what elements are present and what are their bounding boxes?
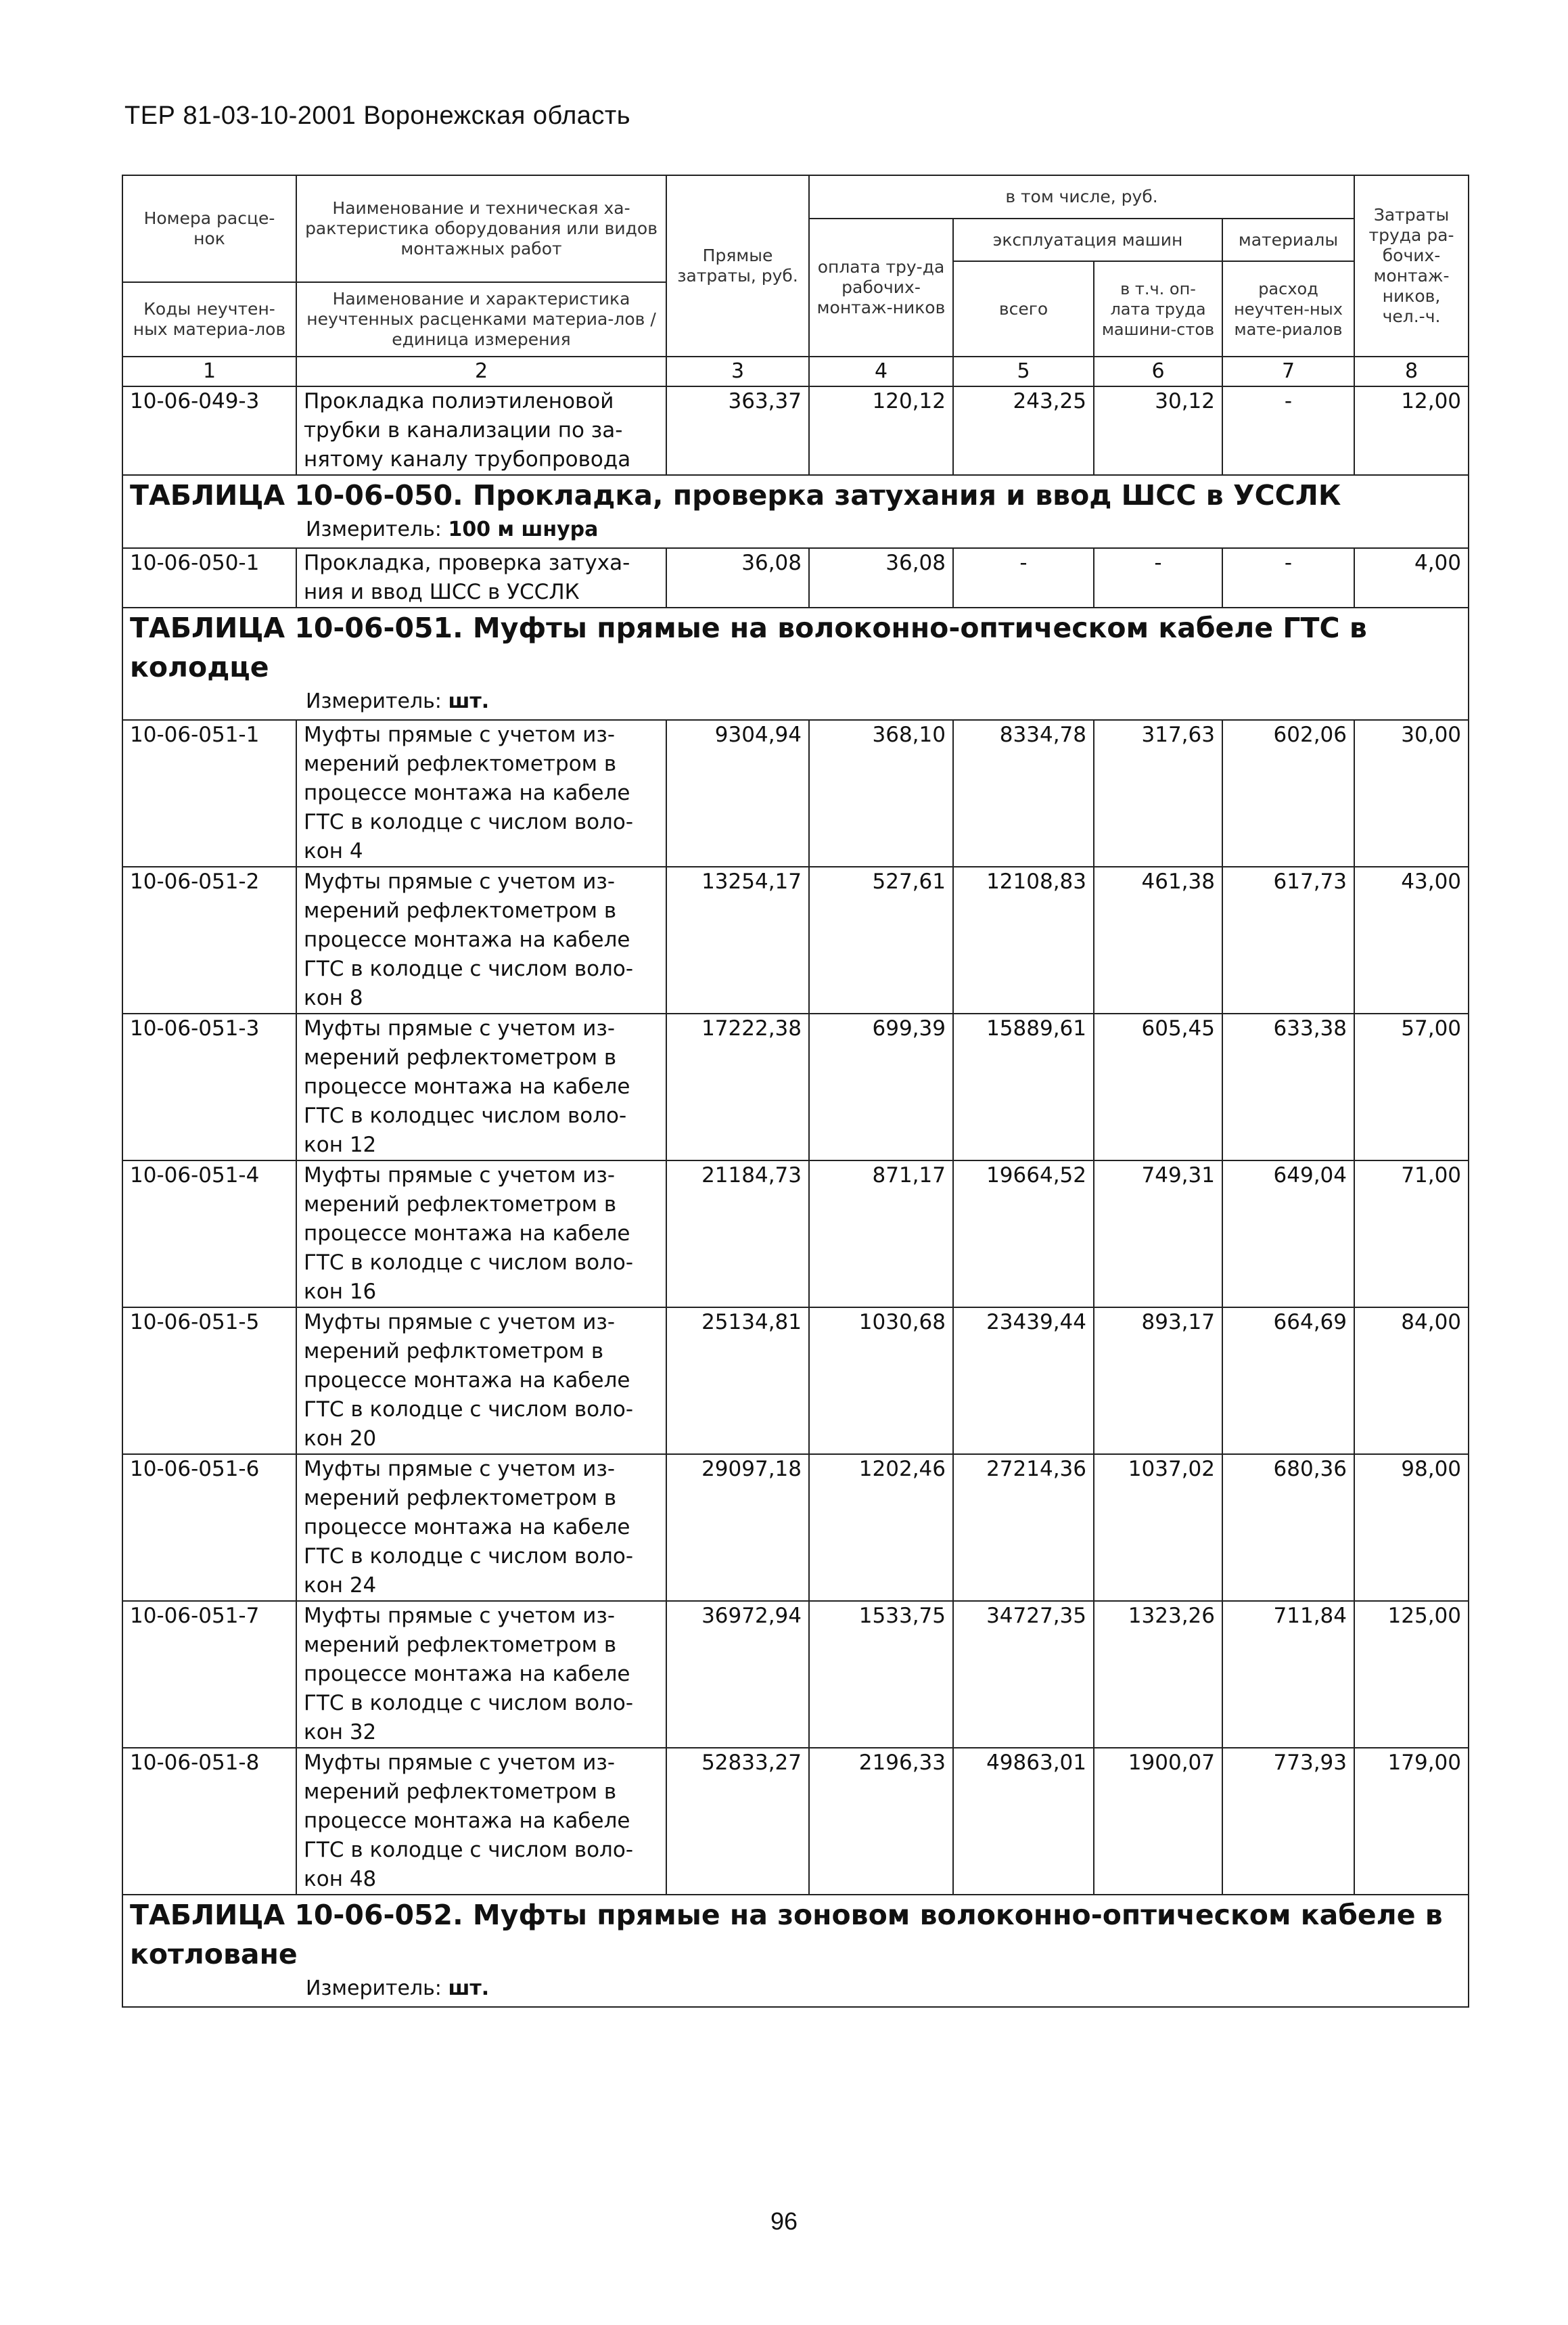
rate-row: [122, 1454, 1469, 1601]
materials-cost: -: [1222, 548, 1354, 608]
direct-costs: 363,37: [666, 386, 809, 475]
labor-hours: 125,00: [1354, 1601, 1469, 1748]
rate-row: [122, 1307, 1469, 1454]
column-number: 3: [666, 357, 809, 386]
machines-total: 49863,01: [953, 1748, 1094, 1895]
operator-pay: 1323,26: [1094, 1601, 1222, 1748]
machines-total: 15889,61: [953, 1014, 1094, 1160]
direct-costs: 9304,94: [666, 720, 809, 867]
measure-unit-value: шт.: [448, 1977, 490, 2000]
materials-cost: 633,38: [1222, 1014, 1354, 1160]
rate-row: [122, 1160, 1469, 1307]
direct-costs: 21184,73: [666, 1160, 809, 1307]
direct-costs: 36972,94: [666, 1601, 809, 1748]
rate-row: [122, 720, 1469, 867]
rate-code: 10-06-051-4: [122, 1160, 296, 1307]
machines-total: 23439,44: [953, 1307, 1094, 1454]
labor-pay: 120,12: [809, 386, 953, 475]
measure-unit-label: Измеритель:: [306, 690, 442, 713]
operator-pay: 605,45: [1094, 1014, 1222, 1160]
labor-hours: 71,00: [1354, 1160, 1469, 1307]
column-numbers-row: [122, 357, 1469, 386]
rate-code: 10-06-051-6: [122, 1454, 296, 1601]
measure-unit-label: Измеритель:: [306, 518, 442, 541]
operator-pay: 461,38: [1094, 867, 1222, 1014]
labor-pay: 527,61: [809, 867, 953, 1014]
header-machine-ops: эксплуатация машин: [953, 219, 1222, 261]
header-material-name: Наименование и характеристика неучтенных расценками материа-лов / единица измерения: [296, 282, 666, 357]
rate-row: [122, 867, 1469, 1014]
materials-cost: 602,06: [1222, 720, 1354, 867]
measure-unit-value: 100 м шнура: [448, 518, 599, 541]
labor-pay: 36,08: [809, 548, 953, 608]
header-including: в том числе, руб.: [809, 175, 1354, 219]
rate-row: [122, 1014, 1469, 1160]
column-number: 2: [296, 357, 666, 386]
column-number: 5: [953, 357, 1094, 386]
labor-hours: 43,00: [1354, 867, 1469, 1014]
labor-hours: 84,00: [1354, 1307, 1469, 1454]
materials-cost: 711,84: [1222, 1601, 1354, 1748]
machines-total: 8334,78: [953, 720, 1094, 867]
operator-pay: 749,31: [1094, 1160, 1222, 1307]
machines-total: 19664,52: [953, 1160, 1094, 1307]
labor-hours: 12,00: [1354, 386, 1469, 475]
direct-costs: 13254,17: [666, 867, 809, 1014]
header-material-codes: Коды неучтен-ных материа-лов: [122, 282, 296, 357]
operator-pay: 893,17: [1094, 1307, 1222, 1454]
table-title-cell: [122, 1895, 1469, 2007]
machines-total: 34727,35: [953, 1601, 1094, 1748]
operator-pay: 317,63: [1094, 720, 1222, 867]
running-header: ТЕР 81-03-10-2001 Воронежская область: [124, 101, 631, 130]
rate-code: 10-06-051-3: [122, 1014, 296, 1160]
materials-cost: 664,69: [1222, 1307, 1354, 1454]
materials-cost: 773,93: [1222, 1748, 1354, 1895]
operator-pay: 30,12: [1094, 386, 1222, 475]
labor-pay: 368,10: [809, 720, 953, 867]
measure-unit: [130, 515, 1461, 547]
header-work-name: Наименование и техническая ха-рактеристика оборудования или видов монтажных работ: [296, 175, 666, 282]
rate-row: [122, 1748, 1469, 1895]
labor-pay: 871,17: [809, 1160, 953, 1307]
rate-code: 10-06-051-1: [122, 720, 296, 867]
header-machines-total: всего: [953, 261, 1094, 357]
labor-pay: 699,39: [809, 1014, 953, 1160]
header-operator-pay: в т.ч. оп-лата труда машини-стов: [1094, 261, 1222, 357]
materials-cost: -: [1222, 386, 1354, 475]
direct-costs: 25134,81: [666, 1307, 809, 1454]
machines-total: 243,25: [953, 386, 1094, 475]
direct-costs: 52833,27: [666, 1748, 809, 1895]
rate-row: [122, 548, 1469, 608]
work-name: Муфты прямые с учетом из-мерений рефлектометром в процессе монтажа на кабеле ГТС в колодце с числом воло-кон 4: [296, 720, 666, 867]
rate-code: 10-06-049-3: [122, 386, 296, 475]
machines-total: -: [953, 548, 1094, 608]
work-name: Муфты прямые с учетом из-мерений рефлктометром в процессе монтажа на кабеле ГТС в колодце с числом воло-кон 20: [296, 1307, 666, 1454]
header-unaccounted-materials: расход неучтен-ных мате-риалов: [1222, 261, 1354, 357]
work-name: Муфты прямые с учетом из-мерений рефлектометром в процессе монтажа на кабеле ГТС в колодце с числом воло-кон 24: [296, 1454, 666, 1601]
table-title-row: [122, 608, 1469, 720]
direct-costs: 29097,18: [666, 1454, 809, 1601]
table-title-cell: [122, 475, 1469, 548]
table-title: ТАБЛИЦА 10-06-051. Муфты прямые на волоконно-оптическом кабеле ГТС в колодце: [130, 612, 1367, 683]
measure-unit-label: Измеритель:: [306, 1977, 442, 2000]
rate-code: 10-06-050-1: [122, 548, 296, 608]
header-materials: материалы: [1222, 219, 1354, 261]
header-direct-costs: Прямые затраты, руб.: [666, 175, 809, 357]
header-labor-hours: Затраты труда ра-бочих-монтаж-ников, чел.-ч.: [1354, 175, 1469, 357]
labor-pay: 1030,68: [809, 1307, 953, 1454]
header-rate-numbers: Номера расце-нок: [122, 175, 296, 282]
table-title: ТАБЛИЦА 10-06-052. Муфты прямые на зоновом волоконно-оптическом кабеле в котловане: [130, 1899, 1443, 1970]
rate-code: 10-06-051-2: [122, 867, 296, 1014]
labor-pay: 1202,46: [809, 1454, 953, 1601]
operator-pay: 1900,07: [1094, 1748, 1222, 1895]
header-labor-pay: оплата тру-да рабочих-монтаж-ников: [809, 219, 953, 357]
table-title-row: [122, 1895, 1469, 2007]
column-number: 6: [1094, 357, 1222, 386]
table-title-row: [122, 475, 1469, 548]
labor-hours: 179,00: [1354, 1748, 1469, 1895]
column-number: 1: [122, 357, 296, 386]
work-name: Прокладка полиэтиленовой трубки в канализации по за-нятому каналу трубопровода: [296, 386, 666, 475]
work-name: Муфты прямые с учетом из-мерений рефлектометром в процессе монтажа на кабеле ГТС в колодце с числом воло-кон 32: [296, 1601, 666, 1748]
machines-total: 27214,36: [953, 1454, 1094, 1601]
materials-cost: 617,73: [1222, 867, 1354, 1014]
page-number: 96: [770, 2207, 798, 2235]
table-title-cell: [122, 608, 1469, 720]
measure-unit: [130, 1974, 1461, 2006]
labor-pay: 1533,75: [809, 1601, 953, 1748]
labor-hours: 98,00: [1354, 1454, 1469, 1601]
rate-code: 10-06-051-7: [122, 1601, 296, 1748]
direct-costs: 17222,38: [666, 1014, 809, 1160]
labor-hours: 30,00: [1354, 720, 1469, 867]
rate-row: [122, 1601, 1469, 1748]
work-name: Прокладка, проверка затуха-ния и ввод ШСС в УССЛК: [296, 548, 666, 608]
column-number: 7: [1222, 357, 1354, 386]
work-name: Муфты прямые с учетом из-мерений рефлектометром в процессе монтажа на кабеле ГТС в колодце с числом воло-кон 16: [296, 1160, 666, 1307]
measure-unit-value: шт.: [448, 690, 490, 713]
labor-hours: 57,00: [1354, 1014, 1469, 1160]
work-name: Муфты прямые с учетом из-мерений рефлектометром в процессе монтажа на кабеле ГТС в колодце с числом воло-кон 8: [296, 867, 666, 1014]
operator-pay: 1037,02: [1094, 1454, 1222, 1601]
table-title: ТАБЛИЦА 10-06-050. Прокладка, проверка затухания и ввод ШСС в УССЛК: [130, 479, 1341, 512]
operator-pay: -: [1094, 548, 1222, 608]
direct-costs: 36,08: [666, 548, 809, 608]
materials-cost: 649,04: [1222, 1160, 1354, 1307]
work-name: Муфты прямые с учетом из-мерений рефлектометром в процессе монтажа на кабеле ГТС в колодце с числом воло-кон 48: [296, 1748, 666, 1895]
rate-code: 10-06-051-5: [122, 1307, 296, 1454]
labor-hours: 4,00: [1354, 548, 1469, 608]
work-name: Муфты прямые с учетом из-мерений рефлектометром в процессе монтажа на кабеле ГТС в колодцес числом воло-кон 12: [296, 1014, 666, 1160]
materials-cost: 680,36: [1222, 1454, 1354, 1601]
labor-pay: 2196,33: [809, 1748, 953, 1895]
rates-table: [122, 175, 1469, 2008]
machines-total: 12108,83: [953, 867, 1094, 1014]
measure-unit: [130, 687, 1461, 719]
rate-row: [122, 386, 1469, 475]
column-number: 8: [1354, 357, 1469, 386]
column-number: 4: [809, 357, 953, 386]
rate-code: 10-06-051-8: [122, 1748, 296, 1895]
